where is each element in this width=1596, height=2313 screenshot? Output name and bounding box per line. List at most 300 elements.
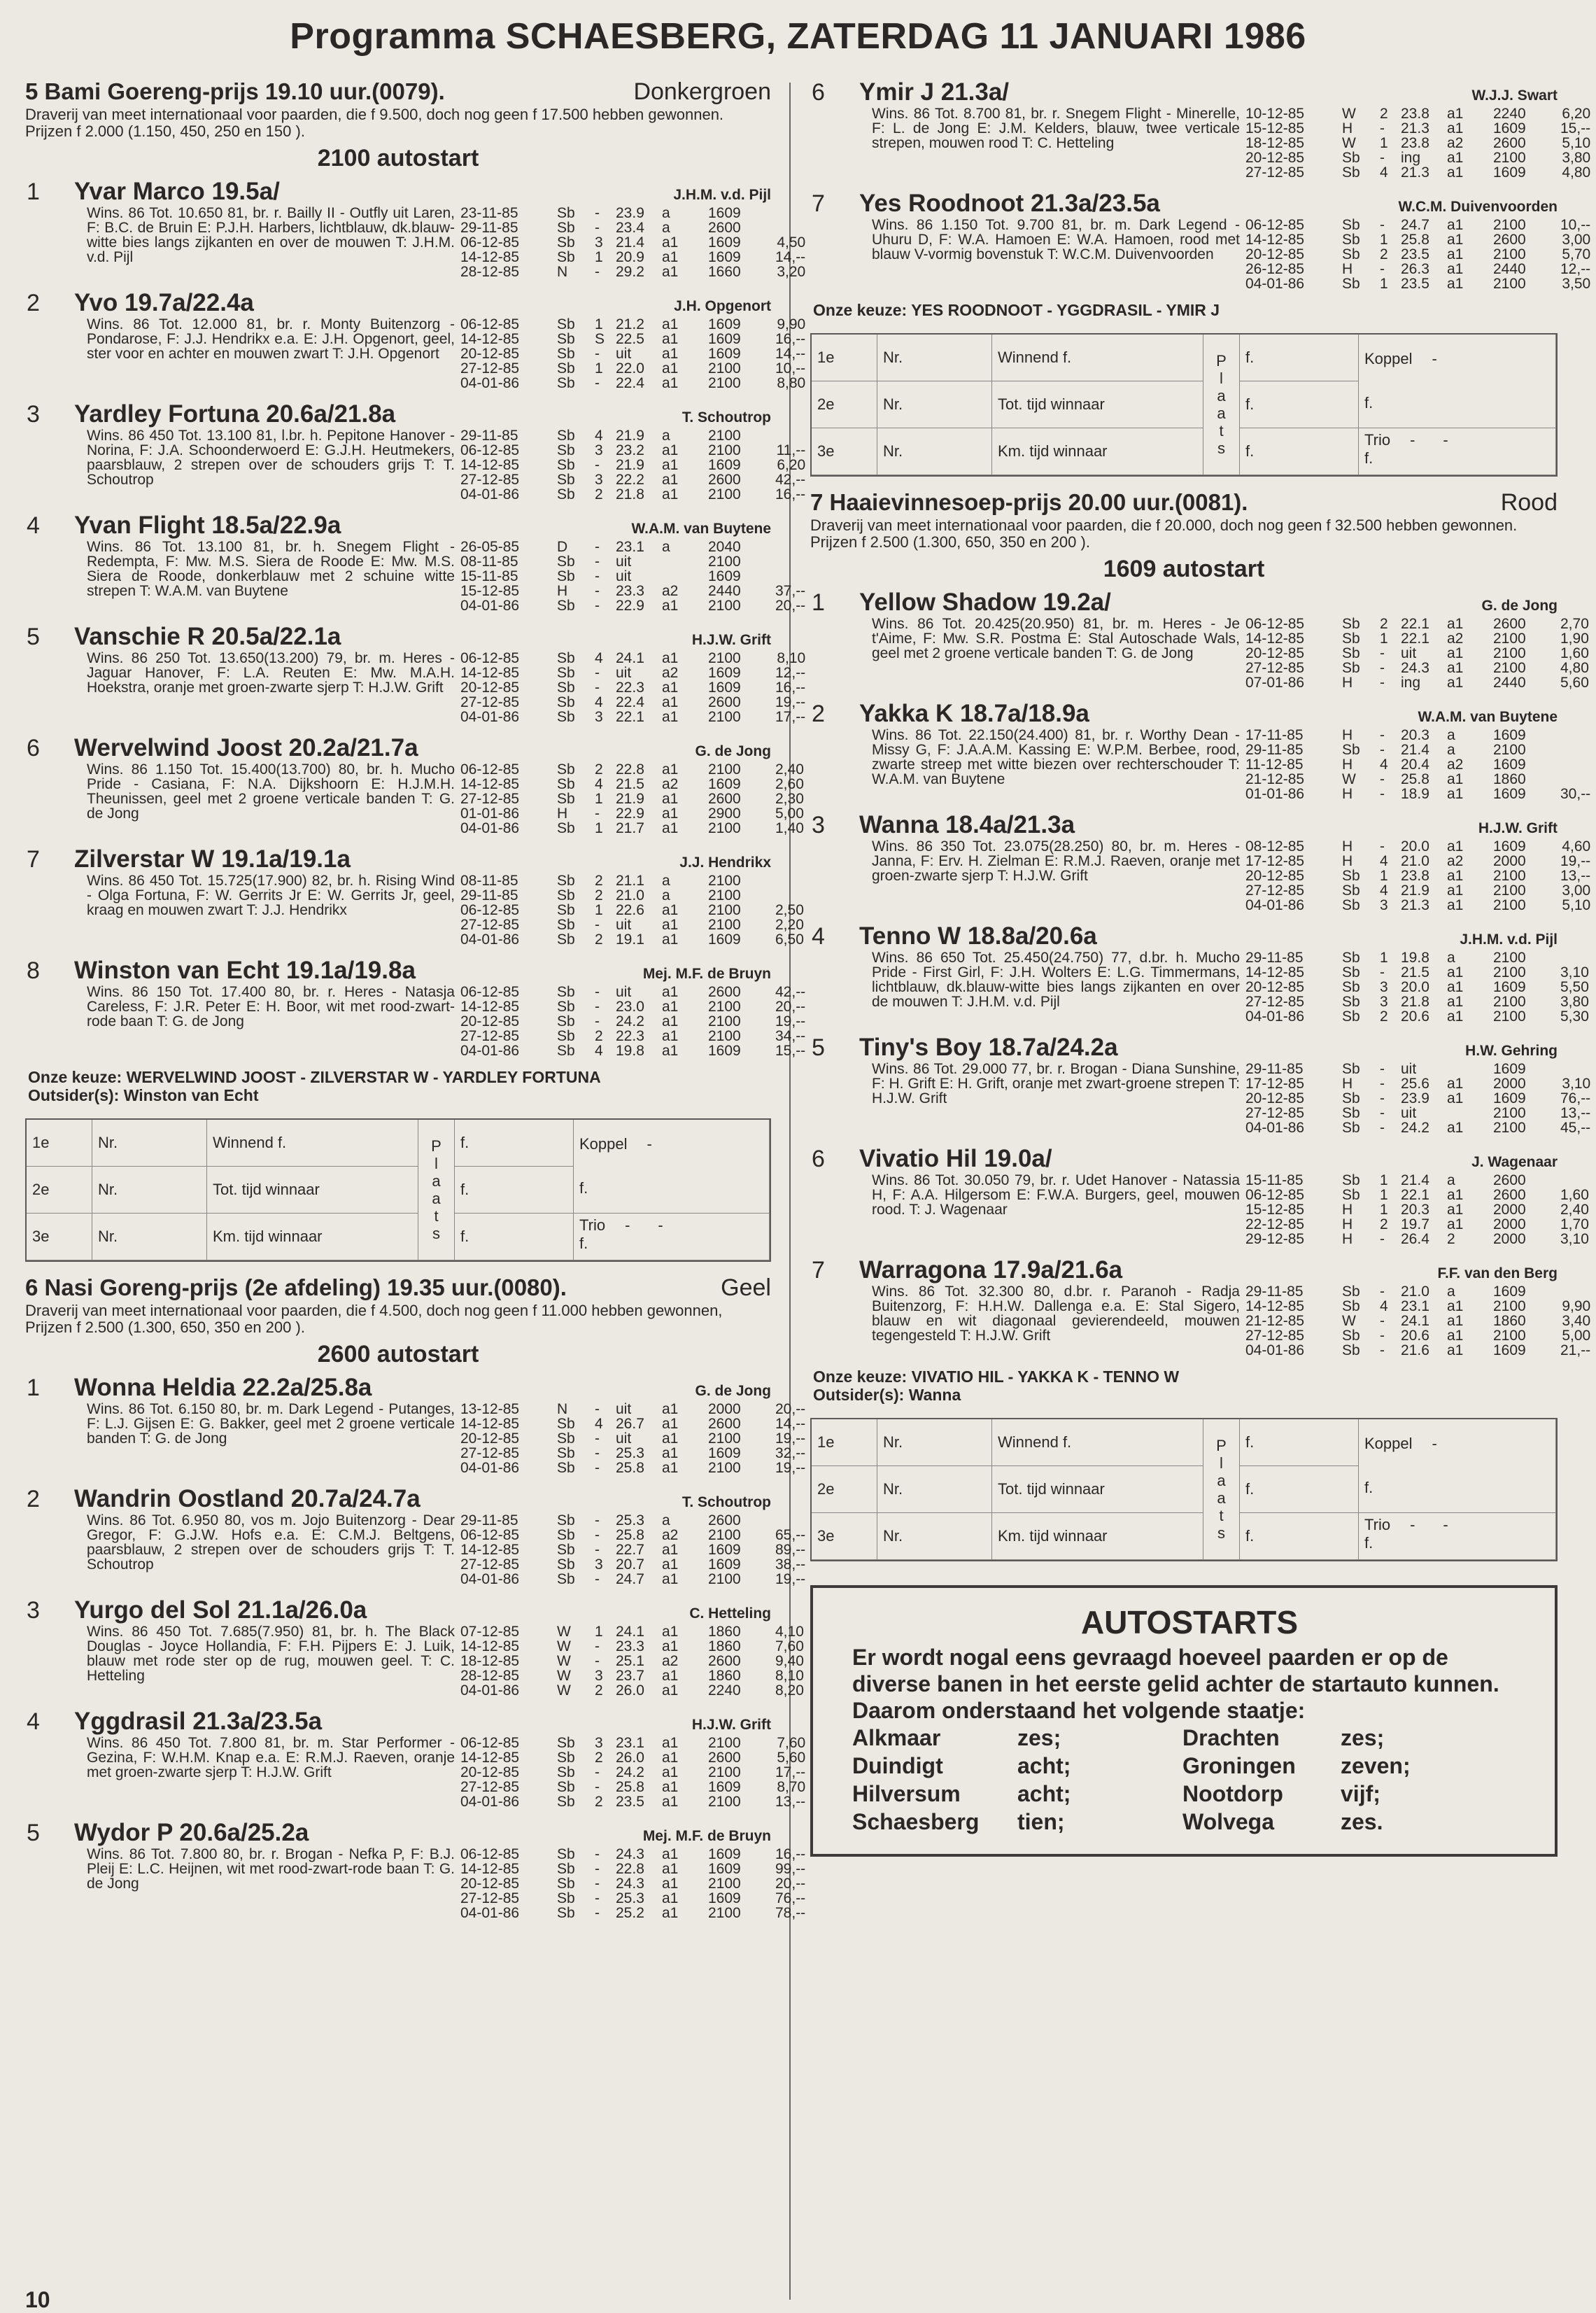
result-start: a1 bbox=[662, 1794, 679, 1810]
result-start: a1 bbox=[1447, 1076, 1464, 1092]
result-distance: 1609 bbox=[1493, 120, 1526, 136]
result-place: - bbox=[595, 1430, 600, 1447]
horse-entry bbox=[25, 1485, 806, 1587]
betting-form bbox=[25, 1118, 771, 1262]
result-track: W bbox=[1342, 106, 1356, 122]
horse-results bbox=[460, 985, 805, 1058]
plaats-letter: s bbox=[1217, 440, 1225, 457]
result-place: - bbox=[595, 984, 600, 1000]
result-odds: 4,80 bbox=[1560, 660, 1589, 676]
result-start: a1 bbox=[662, 1668, 679, 1684]
result-time: 23.3 bbox=[616, 1638, 644, 1654]
result-date: 06-12-85 bbox=[460, 761, 520, 778]
horse-driver: J.J. Hendrikx bbox=[679, 855, 771, 871]
result-track: Sb bbox=[557, 999, 575, 1015]
trio-row bbox=[579, 1216, 763, 1235]
result-distance: 1860 bbox=[1493, 771, 1526, 787]
result-start bbox=[1447, 1062, 1493, 1076]
result-row bbox=[460, 569, 805, 584]
race-color: Geel bbox=[721, 1274, 771, 1301]
result-start: a2 bbox=[662, 665, 679, 681]
result-time: uit bbox=[616, 554, 632, 570]
bet-f-label: f. bbox=[1240, 428, 1359, 475]
result-distance: 2100 bbox=[708, 820, 741, 836]
page-title: Programma SCHAESBERG, ZATERDAG 11 JANUARI 1986 bbox=[290, 16, 1306, 57]
result-distance: 2100 bbox=[1493, 950, 1526, 966]
result-place: 3 bbox=[595, 442, 603, 458]
result-odds bbox=[775, 540, 805, 554]
result-date: 14-12-85 bbox=[1245, 232, 1305, 248]
result-time: 23.3 bbox=[616, 583, 644, 599]
result-date: 04-01-86 bbox=[460, 931, 520, 948]
result-place: - bbox=[1380, 964, 1385, 980]
result-place: 1 bbox=[1380, 631, 1388, 647]
result-odds: 19,-- bbox=[775, 1430, 806, 1447]
result-row bbox=[1245, 675, 1589, 690]
result-row bbox=[460, 206, 805, 220]
result-date: 29-11-85 bbox=[1245, 1284, 1304, 1300]
result-time: 22.4 bbox=[616, 694, 644, 710]
horse-body bbox=[87, 1846, 806, 1921]
bet-nr-label: Nr. bbox=[877, 428, 992, 475]
horse-entry bbox=[810, 811, 1591, 913]
result-start: a1 bbox=[662, 346, 679, 362]
horse-driver: H.J.W. Grift bbox=[1478, 820, 1558, 836]
dash: - bbox=[1443, 431, 1448, 449]
result-date: 14-12-85 bbox=[1245, 631, 1305, 647]
result-date: 27-12-85 bbox=[460, 1028, 520, 1044]
horse-entry bbox=[810, 1145, 1589, 1247]
result-distance: 2100 bbox=[1493, 276, 1526, 292]
result-place: 2 bbox=[1380, 106, 1388, 122]
bet-nr-label: Nr. bbox=[877, 1466, 992, 1513]
result-odds: 14,-- bbox=[775, 1416, 806, 1432]
result-track: Sb bbox=[1342, 246, 1360, 262]
result-time: 19.1 bbox=[616, 931, 644, 948]
result-time: 22.9 bbox=[616, 806, 644, 822]
result-place: 4 bbox=[1380, 1298, 1388, 1314]
dash: - bbox=[625, 1216, 630, 1234]
bet-place-label: 1e bbox=[27, 1120, 92, 1167]
result-row bbox=[460, 680, 805, 695]
result-row bbox=[1245, 839, 1590, 854]
result-time: 20.0 bbox=[1401, 838, 1429, 855]
trio-f-label: f. bbox=[1364, 1534, 1373, 1552]
result-row bbox=[460, 1029, 805, 1043]
track-count: vijf; bbox=[1341, 1781, 1380, 1806]
result-start bbox=[662, 569, 708, 584]
result-place: 1 bbox=[595, 902, 603, 918]
result-place: - bbox=[595, 583, 600, 599]
result-start: a1 bbox=[662, 1846, 679, 1862]
result-distance: 1609 bbox=[1493, 164, 1526, 181]
plaats-letter: s bbox=[432, 1225, 440, 1242]
result-distance: 1609 bbox=[708, 316, 741, 332]
result-time: 24.3 bbox=[616, 1846, 644, 1862]
result-row bbox=[460, 1736, 805, 1750]
horse-name: Yakka K 18.7a/18.9a bbox=[859, 700, 1089, 727]
result-date: 14-12-85 bbox=[460, 331, 520, 347]
result-date: 11-12-85 bbox=[1245, 757, 1304, 773]
result-date: 06-12-85 bbox=[460, 1846, 520, 1862]
result-distance: 2600 bbox=[1493, 616, 1526, 632]
our-choice-text: Onze keuze: YES ROODNOOT - YGGDRASIL - YMIR J bbox=[813, 301, 1220, 319]
result-place: - bbox=[595, 1527, 600, 1543]
result-start: a bbox=[1447, 1284, 1455, 1300]
plaats-letter: a bbox=[1217, 387, 1226, 405]
trio-label: Trio bbox=[1364, 1516, 1391, 1533]
result-time: 23.9 bbox=[1401, 1090, 1429, 1106]
result-track: Sb bbox=[1342, 1328, 1360, 1344]
result-row bbox=[460, 428, 805, 443]
result-distance: 2600 bbox=[1493, 1172, 1526, 1188]
result-distance: 2100 bbox=[1493, 150, 1526, 166]
horse-header bbox=[810, 1256, 1558, 1284]
result-distance: 2100 bbox=[1493, 964, 1526, 980]
result-distance: 1609 bbox=[708, 665, 741, 681]
race-7-block bbox=[810, 489, 1591, 1561]
horse-driver: J.H.M. v.d. Pijl bbox=[673, 187, 771, 203]
horse-number: 1 bbox=[812, 589, 825, 616]
plaats-label bbox=[1203, 335, 1240, 475]
horse-entry bbox=[25, 400, 806, 502]
result-date: 04-01-86 bbox=[460, 598, 520, 614]
our-choice-text: Onze keuze: VIVATIO HIL - YAKKA K - TENNO W bbox=[813, 1368, 1180, 1386]
result-date: 27-12-85 bbox=[1245, 994, 1305, 1010]
result-distance: 2100 bbox=[1493, 246, 1526, 262]
result-track: H bbox=[1342, 1231, 1353, 1247]
result-track: Sb bbox=[557, 1890, 575, 1906]
result-date: 29-11-85 bbox=[460, 1512, 518, 1528]
result-start: a2 bbox=[1447, 853, 1464, 869]
horse-driver: H.J.W. Grift bbox=[691, 632, 771, 648]
trio-row bbox=[1364, 431, 1550, 449]
horse-name: Warragona 17.9a/21.6a bbox=[859, 1256, 1123, 1284]
result-place: - bbox=[595, 999, 600, 1015]
horse-driver: W.A.M. van Buytene bbox=[631, 521, 771, 537]
bet-amount-label: Winnend f. bbox=[992, 335, 1203, 381]
result-row bbox=[460, 710, 805, 724]
result-date: 20-12-85 bbox=[460, 680, 520, 696]
horse-name: Wervelwind Joost 20.2a/21.7a bbox=[74, 734, 418, 761]
result-place: 4 bbox=[595, 1043, 603, 1059]
result-odds: 99,-- bbox=[775, 1861, 806, 1877]
result-track: H bbox=[557, 583, 568, 599]
result-odds: 76,-- bbox=[1560, 1090, 1591, 1106]
horse-body bbox=[87, 761, 804, 836]
horse-description: Wins. 86 Tot. 20.425(20.950) 81, br. m. Heres - Je t'Aime, F: Mw. S.R. Postma E: Stal Autoschade Wals, geel met 2 groene verticale banden T: G. de Jong bbox=[872, 616, 1240, 661]
result-row bbox=[1245, 1091, 1590, 1106]
result-row bbox=[1245, 950, 1589, 965]
koppel-label: Koppel bbox=[1364, 350, 1413, 368]
horse-results bbox=[460, 428, 805, 502]
result-track: Sb bbox=[557, 1527, 575, 1543]
result-odds: 2,40 bbox=[1560, 1202, 1589, 1218]
result-track: Sb bbox=[1342, 631, 1360, 647]
track-name: Hilversum bbox=[852, 1781, 961, 1806]
result-odds: 2,50 bbox=[775, 902, 804, 918]
koppel-row bbox=[1364, 1435, 1550, 1453]
result-date: 22-12-85 bbox=[1245, 1216, 1305, 1232]
result-distance: 2600 bbox=[1493, 135, 1526, 151]
result-place: - bbox=[595, 806, 600, 822]
result-start: a1 bbox=[1447, 838, 1464, 855]
result-row bbox=[460, 598, 805, 613]
result-date: 28-12-85 bbox=[460, 264, 520, 280]
result-distance: 1860 bbox=[708, 1638, 741, 1654]
result-odds: 2,70 bbox=[1560, 616, 1589, 632]
result-start: a bbox=[662, 220, 670, 236]
result-date: 04-01-86 bbox=[460, 1794, 520, 1810]
result-time: 25.6 bbox=[1401, 1076, 1429, 1092]
result-date: 14-12-85 bbox=[460, 1861, 520, 1877]
horse-driver: H.J.W. Grift bbox=[691, 1717, 771, 1733]
horse-header bbox=[810, 78, 1558, 106]
result-time: 24.2 bbox=[1401, 1120, 1429, 1136]
result-date: 14-12-85 bbox=[460, 776, 520, 792]
autostarts-box bbox=[810, 1585, 1558, 1857]
result-date: 06-12-85 bbox=[460, 316, 520, 332]
result-track: Sb bbox=[557, 1876, 575, 1892]
result-distance: 1609 bbox=[708, 457, 741, 473]
result-date: 29-11-85 bbox=[460, 220, 518, 236]
horse-name: Yardley Fortuna 20.6a/21.8a bbox=[74, 400, 396, 428]
result-row bbox=[1245, 772, 1590, 787]
result-odds: 3,50 bbox=[1562, 276, 1591, 292]
result-odds: 3,00 bbox=[1562, 883, 1591, 899]
result-odds bbox=[1560, 1284, 1590, 1299]
result-odds: 1,60 bbox=[1560, 645, 1589, 661]
result-row bbox=[460, 1446, 805, 1461]
result-row bbox=[460, 1750, 805, 1765]
result-time: 18.9 bbox=[1401, 786, 1429, 802]
result-start: a1 bbox=[1447, 261, 1464, 277]
result-odds: 20,-- bbox=[775, 598, 806, 614]
result-time: 25.1 bbox=[616, 1653, 644, 1669]
result-place: - bbox=[595, 1876, 600, 1892]
result-odds: 42,-- bbox=[775, 984, 806, 1000]
result-odds: 5,10 bbox=[1562, 135, 1591, 151]
result-row bbox=[460, 1624, 804, 1639]
result-date: 14-12-85 bbox=[460, 999, 520, 1015]
our-choice bbox=[813, 301, 1558, 319]
result-odds: 42,-- bbox=[775, 472, 806, 488]
result-start: a1 bbox=[662, 1401, 679, 1417]
track-name: Nootdorp bbox=[1182, 1781, 1283, 1806]
trio-f-label: f. bbox=[579, 1235, 588, 1252]
horse-number: 2 bbox=[27, 290, 40, 316]
result-odds bbox=[1560, 950, 1589, 965]
horse-header bbox=[810, 922, 1558, 950]
column-divider bbox=[789, 83, 791, 2300]
result-track: W bbox=[557, 1682, 571, 1699]
horse-name: Yvo 19.7a/22.4a bbox=[74, 289, 254, 316]
result-row bbox=[1245, 1232, 1589, 1246]
result-row bbox=[460, 777, 804, 792]
result-time: 25.8 bbox=[1401, 232, 1429, 248]
result-distance: 1609 bbox=[708, 331, 741, 347]
track-count: zeven; bbox=[1341, 1753, 1411, 1778]
horse-description: Wins. 86 1.150 Tot. 9.700 81, br. m. Dark Legend - Uhuru D, F: W.A. Hamoen E: W.A. Hamoen, rood met blauw V-vormig bovenstuk T: W.C.M. Duivenvoorden bbox=[872, 217, 1240, 262]
horse-name: Wandrin Oostland 20.7a/24.7a bbox=[74, 1485, 421, 1512]
result-row bbox=[460, 1891, 805, 1906]
result-distance: 2600 bbox=[708, 1653, 741, 1669]
result-date: 04-01-86 bbox=[460, 1571, 520, 1587]
result-odds: 8,80 bbox=[777, 375, 806, 391]
result-distance: 2100 bbox=[708, 917, 741, 933]
result-time: 21.9 bbox=[1401, 883, 1429, 899]
horse-header bbox=[25, 623, 771, 651]
horse-entry bbox=[810, 922, 1589, 1025]
result-row bbox=[1245, 1284, 1590, 1299]
result-date: 04-01-86 bbox=[460, 709, 520, 725]
result-place: - bbox=[1380, 1313, 1385, 1329]
result-time: 24.3 bbox=[1401, 660, 1429, 676]
result-date: 04-01-86 bbox=[1245, 1342, 1305, 1358]
race-title: 6 Nasi Goreng-prijs (2e afdeling) 19.35 uur.(0080). bbox=[25, 1274, 567, 1300]
result-start: a1 bbox=[662, 791, 679, 807]
result-start: a1 bbox=[1447, 786, 1464, 802]
result-time: uit bbox=[1401, 1061, 1417, 1077]
result-row bbox=[460, 918, 804, 932]
result-odds: 8,20 bbox=[775, 1682, 804, 1699]
result-track: Sb bbox=[1342, 1187, 1360, 1203]
result-time: 23.5 bbox=[616, 1794, 644, 1810]
result-start bbox=[662, 554, 708, 569]
result-start: a1 bbox=[662, 360, 679, 377]
result-distance: 1609 bbox=[708, 205, 741, 221]
result-row bbox=[1245, 1314, 1590, 1328]
result-start: a1 bbox=[662, 820, 679, 836]
result-time: uit bbox=[1401, 645, 1417, 661]
outsider-text: Outsider(s): Winston van Echt bbox=[28, 1086, 259, 1104]
result-place: 1 bbox=[595, 249, 603, 265]
result-date: 27-12-85 bbox=[460, 1890, 520, 1906]
result-distance: 2100 bbox=[708, 375, 741, 391]
result-distance: 1609 bbox=[708, 1890, 741, 1906]
result-time: 21.0 bbox=[616, 887, 644, 904]
bet-place-label: 3e bbox=[812, 1513, 877, 1560]
result-row bbox=[1245, 150, 1590, 165]
horse-name: Vanschie R 20.5a/22.1a bbox=[74, 623, 341, 650]
result-row bbox=[460, 265, 805, 279]
result-time: uit bbox=[616, 346, 632, 362]
bet-f-label: f. bbox=[1240, 1513, 1359, 1560]
track-name: Groningen bbox=[1182, 1753, 1296, 1778]
result-track: H bbox=[1342, 727, 1353, 743]
horse-results bbox=[460, 651, 805, 724]
result-date: 27-12-85 bbox=[460, 694, 520, 710]
result-start: a bbox=[662, 873, 670, 889]
result-distance: 1609 bbox=[708, 1779, 741, 1795]
result-distance: 2100 bbox=[1493, 1298, 1526, 1314]
our-choice bbox=[813, 1368, 1558, 1404]
koppel-block bbox=[1359, 335, 1556, 428]
result-row bbox=[460, 1572, 805, 1587]
result-distance: 2440 bbox=[1493, 675, 1526, 691]
result-time: 25.8 bbox=[616, 1779, 644, 1795]
result-place: - bbox=[595, 1013, 600, 1029]
autostart-distance: 2100 autostart bbox=[317, 145, 479, 171]
result-date: 29-11-85 bbox=[1245, 950, 1304, 966]
horse-number: 5 bbox=[27, 1820, 40, 1846]
result-track: Sb bbox=[557, 316, 575, 332]
plaats-letter: l bbox=[435, 1155, 438, 1172]
result-odds: 3,80 bbox=[1560, 994, 1589, 1010]
horse-entry bbox=[25, 289, 806, 391]
result-place: - bbox=[1380, 742, 1385, 758]
result-row bbox=[1245, 1188, 1589, 1202]
result-distance: 2100 bbox=[1493, 1120, 1526, 1136]
result-place: 2 bbox=[595, 1028, 603, 1044]
result-place: 3 bbox=[595, 1556, 603, 1573]
result-start: a1 bbox=[1447, 232, 1464, 248]
result-start: a bbox=[1447, 1172, 1455, 1188]
horse-description: Wins. 86 Tot. 6.950 80, vos m. Jojo Buitenzorg - Dear Gregor, F: G.J.W. Hofs e.a. E: C.M.J. Beltgens, paarsblauw, 2 strepen over de schouders grijs T: T. Schoutrop bbox=[87, 1512, 455, 1573]
result-track: H bbox=[1342, 1216, 1353, 1232]
result-odds: 16,-- bbox=[775, 680, 806, 696]
result-date: 28-12-85 bbox=[460, 1668, 520, 1684]
result-row bbox=[460, 235, 805, 250]
horse-header bbox=[25, 957, 771, 985]
result-date: 27-12-85 bbox=[1245, 164, 1305, 181]
horse-description: Wins. 86 Tot. 8.700 81, br. r. Snegem Flight - Minerelle, F: L. de Jong E: J.M. Kelders, blauw, twee verticale strepen, mouwen rood T: C. Hetteling bbox=[872, 106, 1240, 151]
result-time: uit bbox=[616, 984, 632, 1000]
result-place: 2 bbox=[1380, 246, 1388, 262]
result-track: Sb bbox=[1342, 994, 1360, 1010]
result-start: a1 bbox=[662, 761, 679, 778]
horse-entry bbox=[25, 1374, 806, 1476]
result-row bbox=[460, 376, 805, 391]
horse-body bbox=[87, 428, 806, 502]
result-start: a1 bbox=[1447, 771, 1464, 787]
result-place: - bbox=[1380, 1284, 1385, 1300]
horse-number: 6 bbox=[812, 1146, 825, 1172]
trio-row bbox=[1364, 1516, 1550, 1534]
result-time: 23.2 bbox=[616, 442, 644, 458]
result-track: Sb bbox=[557, 375, 575, 391]
horse-description: Wins. 86 Tot. 32.300 80, d.br. r. Paranoh - Radja Buitenzorg, F: H.H.W. Dallenga e.a. E: Stal Sigero, blauw en wit diagonaal gevierendeeld, mouwen tegengesteld T: H.J.W. Grift bbox=[872, 1284, 1240, 1344]
result-odds bbox=[1560, 728, 1590, 743]
result-distance: 1609 bbox=[1493, 1061, 1526, 1077]
result-odds: 9,40 bbox=[775, 1653, 804, 1669]
result-start: a1 bbox=[662, 1416, 679, 1432]
result-start: a1 bbox=[1447, 660, 1464, 676]
horse-body bbox=[872, 1061, 1591, 1136]
result-odds: 8,10 bbox=[775, 1668, 804, 1684]
result-track: Sb bbox=[1342, 1120, 1360, 1136]
result-track: Sb bbox=[1342, 868, 1360, 884]
result-place: - bbox=[595, 1571, 600, 1587]
result-row bbox=[460, 1683, 804, 1698]
result-odds: 32,-- bbox=[775, 1445, 806, 1461]
result-time: 25.8 bbox=[616, 1527, 644, 1543]
result-place: 2 bbox=[595, 887, 603, 904]
result-odds: 17,-- bbox=[775, 709, 806, 725]
result-place: 4 bbox=[1380, 853, 1388, 869]
horse-description: Wins. 86 150 Tot. 17.400 80, br. r. Heres - Natasja Careless, F: J.R. Peter E: H. Boor, wit met rood-zwart-rode baan T: G. de Jong bbox=[87, 984, 455, 1029]
result-start: a bbox=[662, 428, 670, 444]
result-distance: 2100 bbox=[1493, 883, 1526, 899]
result-distance: 1609 bbox=[708, 776, 741, 792]
bet-f-label: f. bbox=[455, 1120, 574, 1167]
result-odds: 5,60 bbox=[1560, 675, 1589, 691]
result-start: a1 bbox=[662, 1624, 679, 1640]
result-odds: 19,-- bbox=[1560, 853, 1591, 869]
result-row bbox=[1245, 232, 1590, 247]
result-track: H bbox=[1342, 1076, 1353, 1092]
result-start: a1 bbox=[1447, 1120, 1464, 1136]
